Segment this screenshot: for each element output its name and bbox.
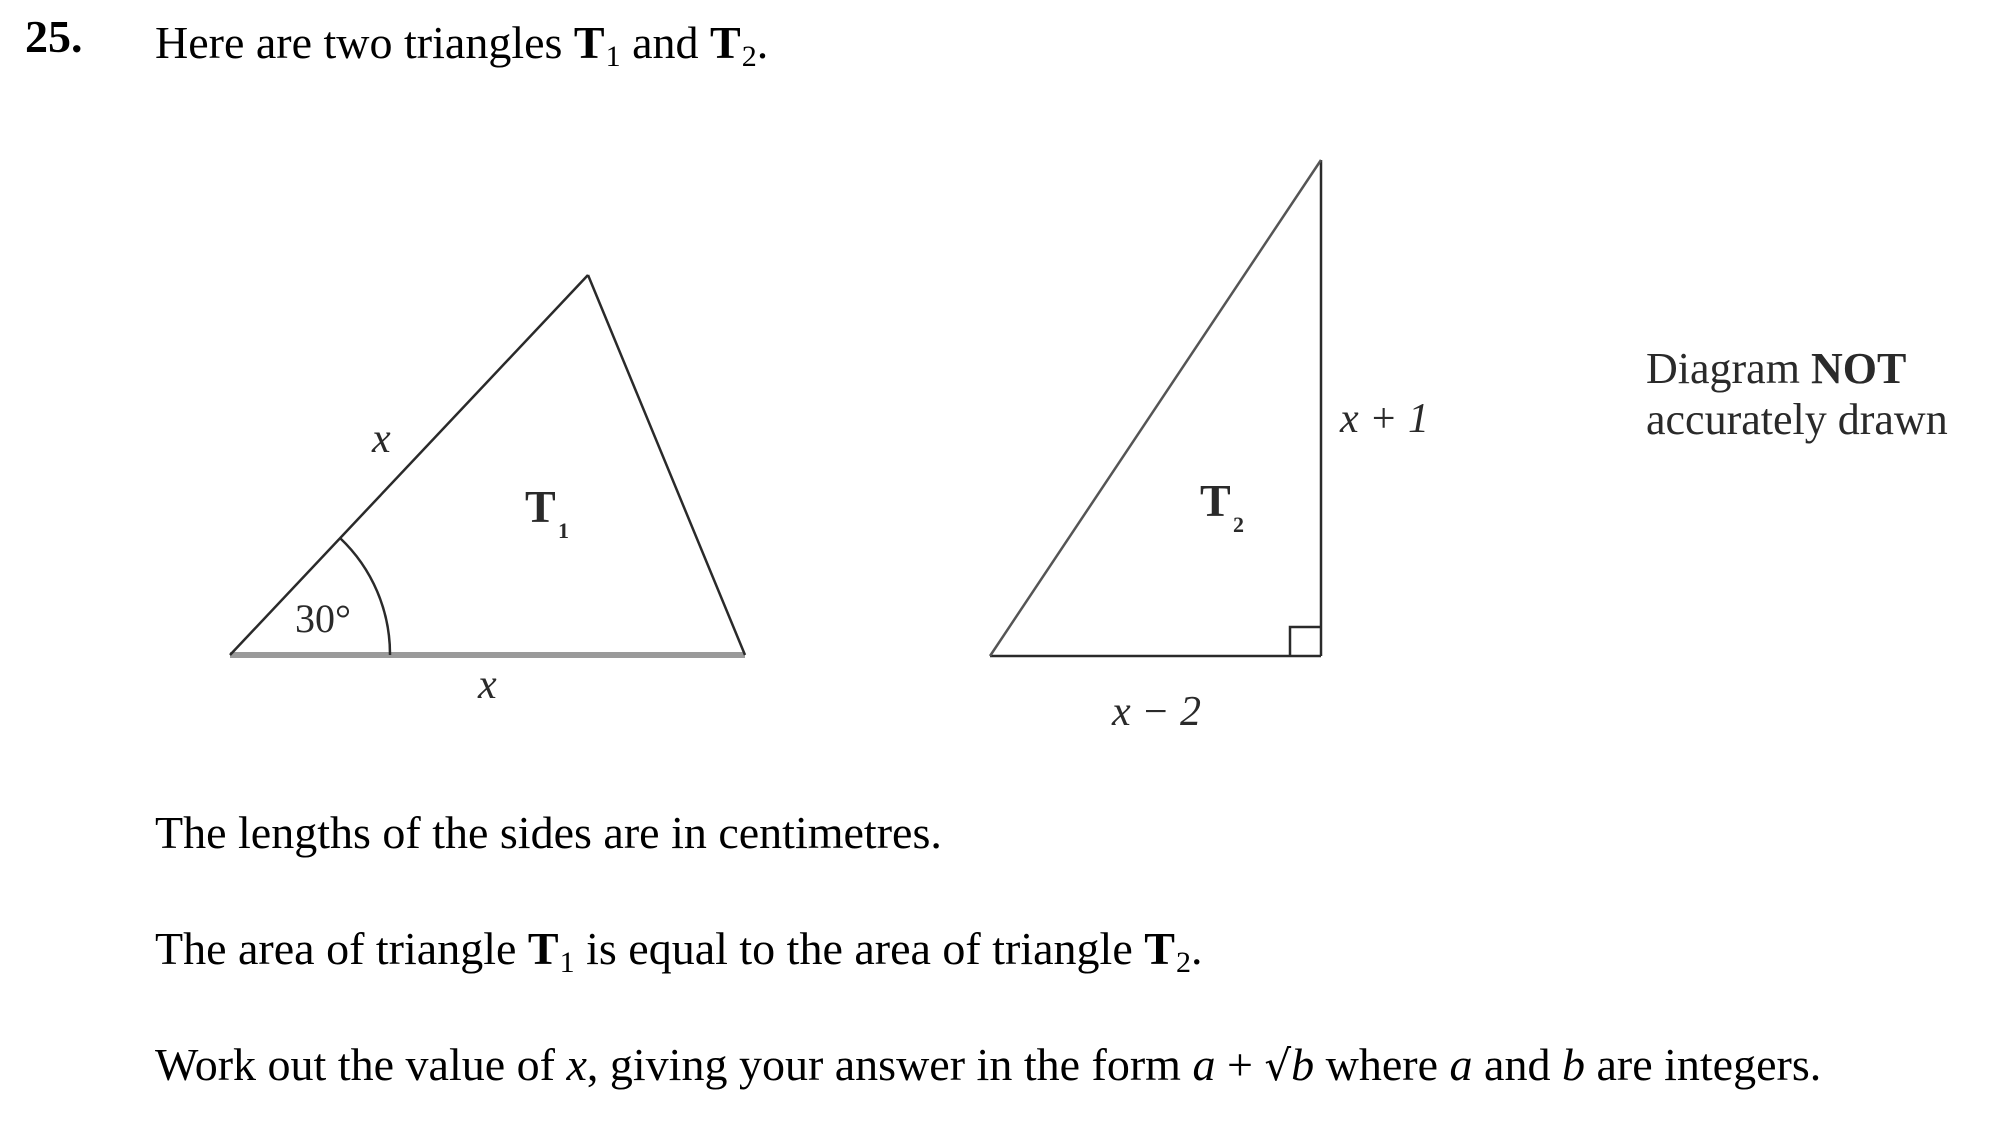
intro-and: and [620,17,711,68]
p2-text-b: is equal to the area of triangle [574,923,1145,974]
p3-text-b: , giving your answer in the form [586,1039,1193,1090]
paragraph-units: The lengths of the sides are in centimetres. [155,807,942,858]
p3-plus: + [1215,1039,1265,1090]
p2-t1: T [527,923,559,974]
t1-angle-label: 30° [295,596,351,641]
question-number: 25. [25,11,83,62]
t2-name-subscript: 2 [1233,512,1244,537]
p3-text-a: Work out the value of [155,1039,567,1090]
intro-t1: T [573,17,605,68]
t2-side-label-bottom: x − 2 [1112,689,1201,735]
t1-name-label: T [525,481,556,532]
p3-text-c: where [1314,1039,1450,1090]
t1-left-side [230,275,588,655]
diagram-note-line1 [1646,344,1948,395]
diagram-note-prefix: Diagram [1646,344,1811,393]
t2-side-label-right: x + 1 [1340,396,1429,442]
triangle-t1 [230,275,745,708]
p3-var-a2: a [1449,1039,1473,1090]
t2-name-label: T [1200,475,1231,526]
p3-text-e: are integers. [1584,1039,1822,1090]
p3-var-a: a [1192,1039,1216,1090]
paragraph-area-equal [155,923,1203,979]
square-root-symbol: √ [1264,1041,1292,1090]
diagram-note-line2: accurately drawn [1646,394,1948,444]
t2-hypotenuse [990,160,1321,656]
p2-t2: T [1144,923,1175,974]
diagram-note-bold: NOT [1810,344,1907,393]
p3-var-b2: b [1561,1039,1585,1090]
right-angle-marker [1290,627,1321,656]
p2-text-c: . [1190,923,1203,974]
intro-t1-subscript: 1 [605,40,621,73]
intro-t2-subscript: 2 [741,40,757,73]
t1-right-side [588,275,745,655]
p3-var-b: b [1291,1039,1315,1090]
p3-text-d: and [1472,1039,1562,1090]
t1-side-label-bottom: x [478,662,497,708]
p2-text-a: The area of triangle [155,923,528,974]
paragraph-instruction [155,1039,1822,1090]
t1-name-subscript: 1 [558,518,569,543]
intro-text: Here are two triangles [155,17,574,68]
t1-side-label-left: x [372,416,391,462]
p3-var-x: x [566,1039,587,1090]
p2-t1-subscript: 1 [559,946,575,979]
intro-end: . [756,17,769,68]
intro-t2: T [710,17,741,68]
diagram-note [1646,344,1948,445]
p2-t2-subscript: 2 [1175,946,1191,979]
triangle-t2 [990,160,1429,735]
